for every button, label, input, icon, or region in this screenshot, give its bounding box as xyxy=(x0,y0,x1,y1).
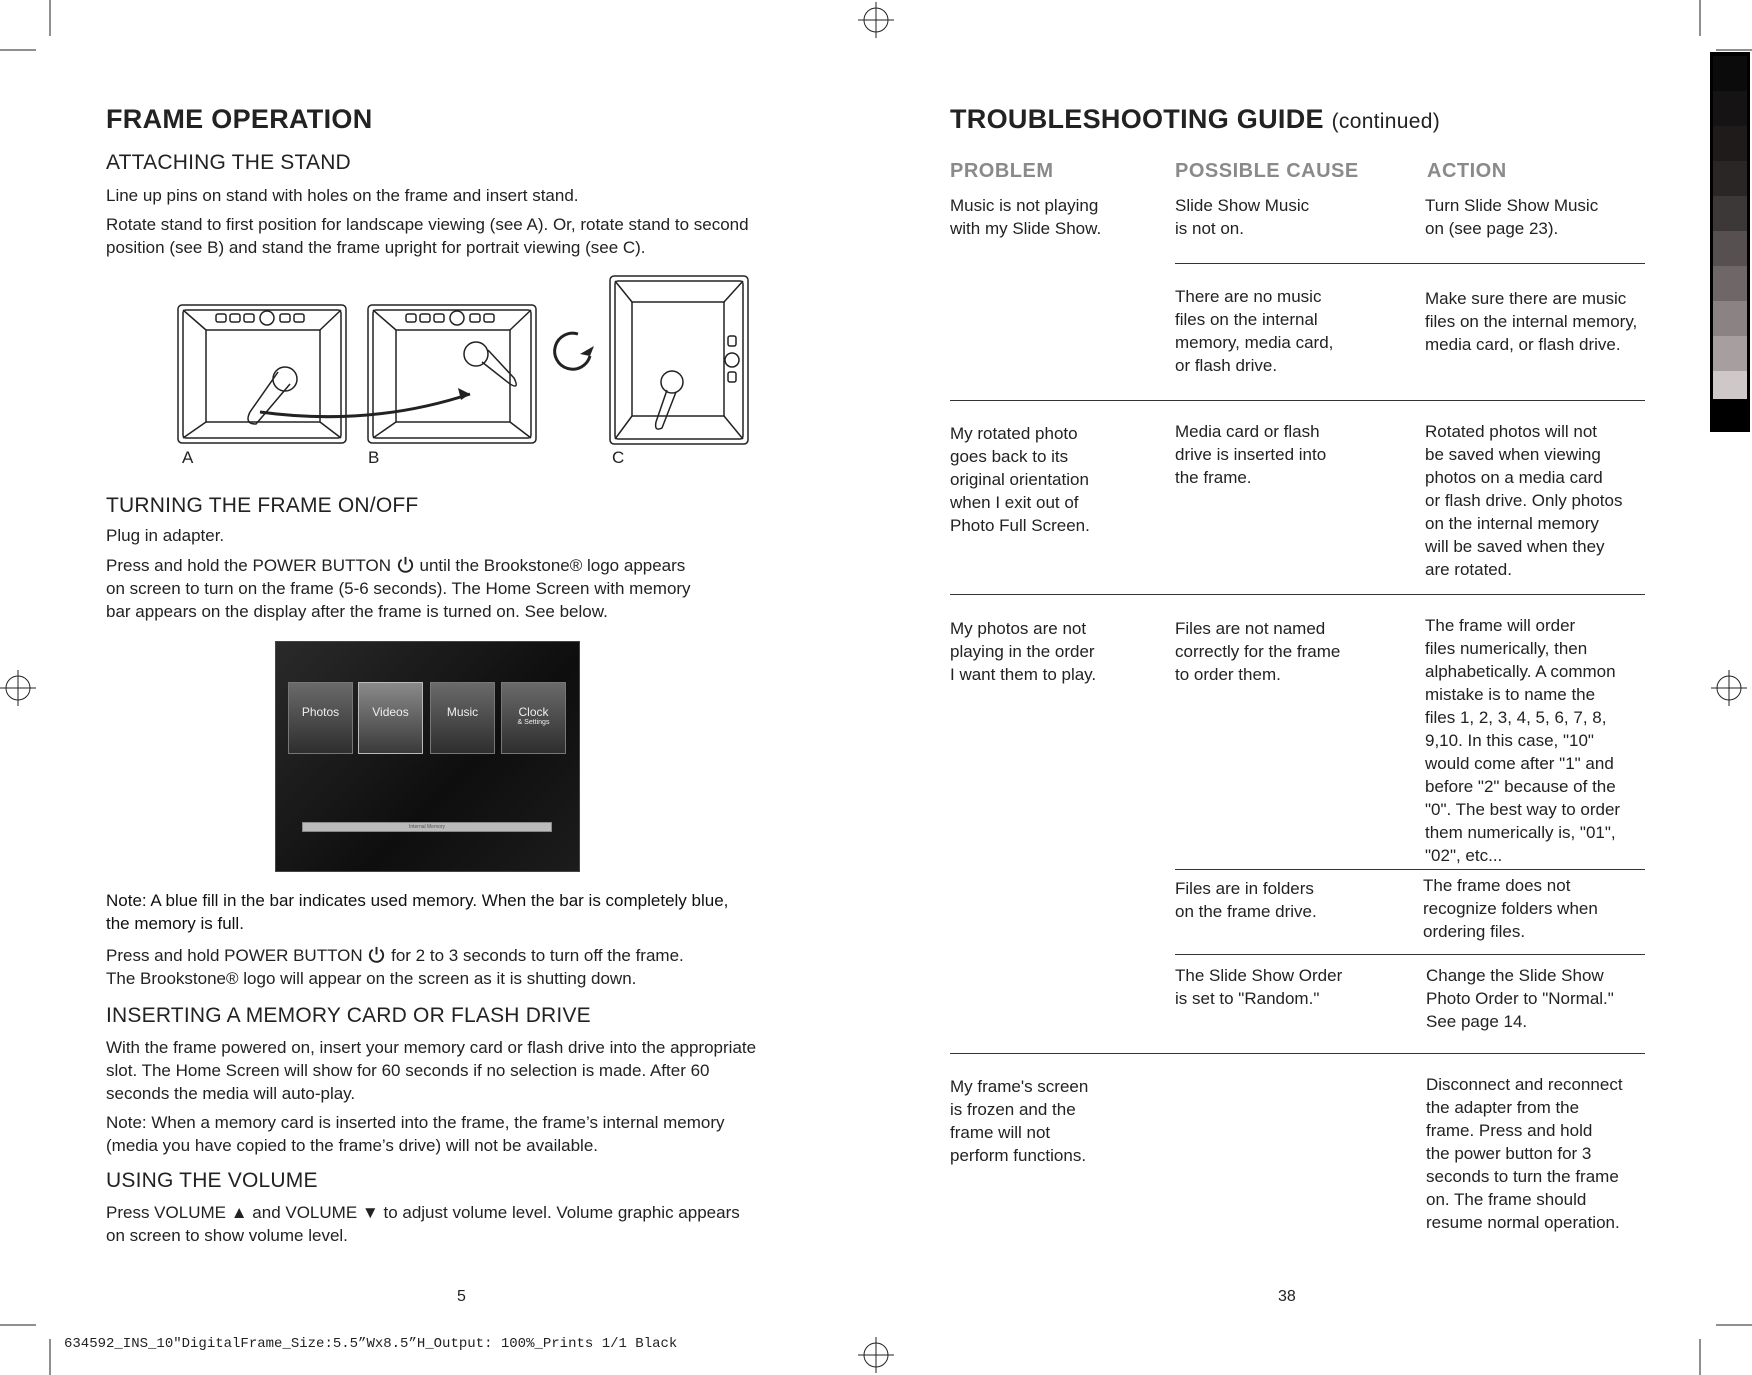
swatch xyxy=(1713,266,1747,301)
power-icon xyxy=(367,945,386,964)
row-divider xyxy=(950,1053,1645,1054)
troubleshooting-title-suffix: (continued) xyxy=(1331,110,1440,133)
header-action: ACTION xyxy=(1427,160,1507,182)
inserting-card-heading: INSERTING A MEMORY CARD OR FLASH DRIVE xyxy=(106,1004,591,1027)
row-6-action: Change the Slide Show Photo Order to "Normal." See page 14. xyxy=(1426,966,1614,1031)
troubleshooting-title-text: TROUBLESHOOTING GUIDE xyxy=(950,104,1324,134)
row-2-cause: There are no music files on the internal memory, media card, or flash drive. xyxy=(1175,287,1334,375)
row-6-cause: The Slide Show Order is set to "Random." xyxy=(1175,966,1343,1008)
clock-tile: Clock & Settings xyxy=(501,682,566,754)
volume-para-1d: on screen to show volume level. xyxy=(106,1226,348,1245)
attaching-stand-heading: ATTACHING THE STAND xyxy=(106,151,351,174)
power-icon xyxy=(396,555,415,574)
row-2-action: Make sure there are music files on the internal memory, media card, or flash drive. xyxy=(1425,289,1638,354)
row-5-action: The frame does not recognize folders when ordering files. xyxy=(1423,876,1598,941)
row-1-action: Turn Slide Show Music on (see page 23). xyxy=(1425,196,1599,238)
power-para-2d: bar appears on the display after the frame is turned on. See below. xyxy=(106,602,608,621)
row-4-problem: My photos are not playing in the order I want them to play. xyxy=(950,619,1097,684)
power-para-2c: on screen to turn on the frame (5-6 seconds). The Home Screen with memory xyxy=(106,579,691,598)
videos-tile: Videos xyxy=(358,682,423,754)
stand-label-a: A xyxy=(182,448,194,467)
photos-tile: Photos xyxy=(288,682,353,754)
attach-para-2b: position (see B) and stand the frame upright for portrait viewing (see C). xyxy=(106,238,646,257)
row-divider xyxy=(950,400,1645,401)
page-number-left: 5 xyxy=(457,1288,466,1305)
row-3-problem: My rotated photo goes back to its original orientation when I exit out of Photo Full Screen. xyxy=(950,424,1090,535)
frame-operation-title: FRAME OPERATION xyxy=(106,104,373,134)
insert-para-2a: Note: When a memory card is inserted into the frame, the frame’s internal memory xyxy=(106,1113,725,1132)
registration-mark-top xyxy=(858,2,894,38)
rotation-arrow-line xyxy=(260,394,470,417)
attach-para-2a: Rotate stand to first position for landscape viewing (see A). Or, rotate stand to second xyxy=(106,215,749,234)
power-para-2b: until the Brookstone® logo appears xyxy=(419,556,686,575)
swatch xyxy=(1713,126,1747,161)
home-screen-image xyxy=(275,641,580,872)
stand-illustration xyxy=(170,272,760,472)
registration-mark-right xyxy=(1711,670,1747,706)
power-off-c: The Brookstone® logo will appear on the screen as it is shutting down. xyxy=(106,969,637,988)
volume-up-icon: ▲ xyxy=(230,1203,248,1222)
row-1-problem: Music is not playing with my Slide Show. xyxy=(950,196,1102,238)
insert-para-2b: (media you have copied to the frame’s drive) will not be available. xyxy=(106,1136,599,1155)
swatch xyxy=(1713,301,1747,336)
volume-para-1a: Press VOLUME xyxy=(106,1203,226,1222)
stand-label-b: B xyxy=(368,448,380,467)
row-divider xyxy=(950,594,1645,595)
row-3-cause: Media card or flash drive is inserted into the frame. xyxy=(1175,422,1327,487)
row-4-cause: Files are not named correctly for the frame to order them. xyxy=(1175,619,1341,684)
row-3-action: Rotated photos will not be saved when viewing photos on a media card or flash drive. Only photos on the internal memory will be saved when they are rotated. xyxy=(1425,422,1623,579)
swatch xyxy=(1713,231,1747,266)
swatch xyxy=(1713,91,1747,126)
frame-b-drawing xyxy=(368,305,536,443)
row-divider xyxy=(1175,869,1645,870)
power-off-a: Press and hold POWER BUTTON xyxy=(106,946,363,965)
row-divider xyxy=(1175,954,1645,955)
power-para-1: Plug in adapter. xyxy=(106,526,225,545)
row-divider xyxy=(1175,263,1645,264)
power-off-b: for 2 to 3 seconds to turn off the frame. xyxy=(391,946,684,965)
swatch xyxy=(1713,161,1747,196)
row-7-problem: My frame's screen is frozen and the frame will not perform functions. xyxy=(950,1077,1089,1165)
registration-mark-bottom xyxy=(858,1337,894,1373)
insert-para-1b: slot. The Home Screen will show for 60 seconds if no selection is made. After 60 xyxy=(106,1061,710,1080)
frame-a-drawing xyxy=(178,305,346,443)
swatch xyxy=(1713,196,1747,231)
using-volume-heading: USING THE VOLUME xyxy=(106,1169,318,1192)
insert-para-1c: seconds the media will auto-play. xyxy=(106,1084,356,1103)
header-possible-cause: POSSIBLE CAUSE xyxy=(1175,160,1359,182)
volume-para-1c: to adjust volume level. Volume graphic appears xyxy=(383,1203,740,1222)
print-slug: 634592_INS_10"DigitalFrame_Size:5.5”Wx8.5”H_Output: 100%_Prints 1/1 Black xyxy=(64,1336,678,1352)
insert-para-1a: With the frame powered on, insert your memory card or flash drive into the appropriate xyxy=(106,1038,757,1057)
row-7-action: Disconnect and reconnect the adapter from the frame. Press and hold the power button for 3 seconds to turn the frame on. The frame should resume normal operation. xyxy=(1426,1075,1623,1232)
power-para-2 xyxy=(106,554,685,577)
power-para-2a: Press and hold the POWER BUTTON xyxy=(106,556,392,575)
header-problem: PROBLEM xyxy=(950,160,1054,182)
troubleshooting-title xyxy=(950,104,1440,135)
turning-frame-heading: TURNING THE FRAME ON/OFF xyxy=(106,494,419,517)
note-memory-2: the memory is full. xyxy=(106,914,244,933)
swatch xyxy=(1713,336,1747,371)
page-number-right: 38 xyxy=(1278,1288,1296,1305)
stand-label-c: C xyxy=(612,448,625,467)
swatch xyxy=(1713,56,1747,91)
music-tile: Music xyxy=(430,682,495,754)
attach-para-1: Line up pins on stand with holes on the frame and insert stand. xyxy=(106,186,579,205)
volume-para-1 xyxy=(106,1201,740,1224)
memory-bar: Internal Memory xyxy=(302,822,552,832)
volume-para-1b: and VOLUME xyxy=(252,1203,358,1222)
swatch xyxy=(1713,371,1747,399)
row-1-cause: Slide Show Music is not on. xyxy=(1175,196,1310,238)
row-5-cause: Files are in folders on the frame drive. xyxy=(1175,879,1317,921)
note-memory-1: Note: A blue fill in the bar indicates used memory. When the bar is completely blue, xyxy=(106,891,729,910)
rotate-icon xyxy=(555,333,590,369)
power-off-para xyxy=(106,944,684,967)
volume-down-icon: ▼ xyxy=(361,1203,379,1222)
row-4-action: The frame will order files numerically, then alphabetically. A common mistake is to name the files 1, 2, 3, 4, 5, 6, 7, 8, 9,10. In this case, "10" would come after "1" and before "2" because of the "0". The best way to order them numerically is, "01", "02", etc... xyxy=(1425,616,1621,865)
registration-mark-left xyxy=(0,670,36,706)
frame-c-drawing xyxy=(610,276,748,444)
